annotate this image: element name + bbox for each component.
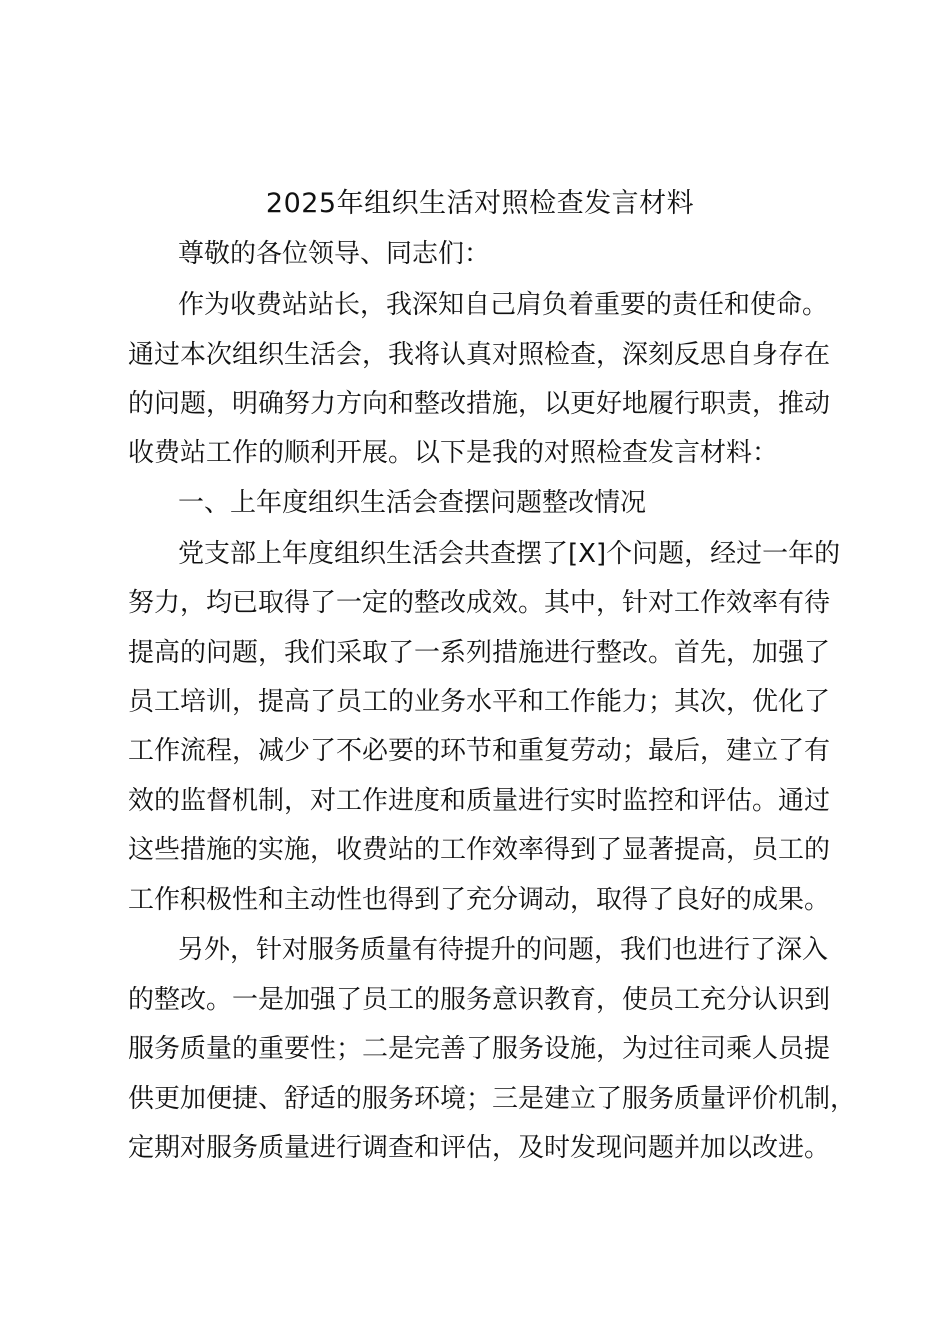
paragraph-line: 这些措施的实施，收费站的工作效率得到了显著提高，员工的	[128, 835, 831, 865]
paragraph-line: 努力，均已取得了一定的整改成效。其中，针对工作效率有待	[128, 588, 831, 618]
document-title: 2025年组织生活对照检查发言材料	[265, 188, 695, 219]
paragraph-line: 供更加便捷、舒适的服务环境；三是建立了服务质量评价机制，	[128, 1084, 857, 1114]
paragraph-line: 工作积极性和主动性也得到了充分调动，取得了良好的成果。	[128, 885, 831, 915]
paragraph-line: 定期对服务质量进行调查和评估，及时发现问题并加以改进。	[128, 1133, 831, 1163]
paragraph-line: 另外，针对服务质量有待提升的问题，我们也进行了深入	[178, 935, 829, 965]
paragraph-line: 提高的问题，我们采取了一系列措施进行整改。首先，加强了	[128, 638, 831, 668]
paragraph-line: 通过本次组织生活会，我将认真对照检查，深刻反思自身存在	[128, 340, 831, 370]
paragraph-line: 作为收费站站长，我深知自己肩负着重要的责任和使命。	[178, 290, 829, 320]
section-heading: 一、上年度组织生活会查摆问题整改情况	[178, 488, 647, 518]
paragraph-line: 效的监督机制，对工作进度和质量进行实时监控和评估。通过	[128, 786, 831, 816]
paragraph-line: 工作流程，减少了不必要的环节和重复劳动；最后，建立了有	[128, 736, 831, 766]
paragraph-line: 服务质量的重要性；二是完善了服务设施，为过往司乘人员提	[128, 1034, 831, 1064]
salutation-line: 尊敬的各位领导、同志们：	[178, 239, 491, 269]
paragraph-line: 员工培训，提高了员工的业务水平和工作能力；其次，优化了	[128, 687, 831, 717]
paragraph-line: 党支部上年度组织生活会共查摆了[X]个问题，经过一年的	[178, 539, 841, 569]
paragraph-line: 收费站工作的顺利开展。以下是我的对照检查发言材料：	[128, 438, 779, 468]
paragraph-line: 的问题，明确努力方向和整改措施，以更好地履行职责，推动	[128, 389, 831, 419]
paragraph-line: 的整改。一是加强了员工的服务意识教育，使员工充分认识到	[128, 985, 831, 1015]
